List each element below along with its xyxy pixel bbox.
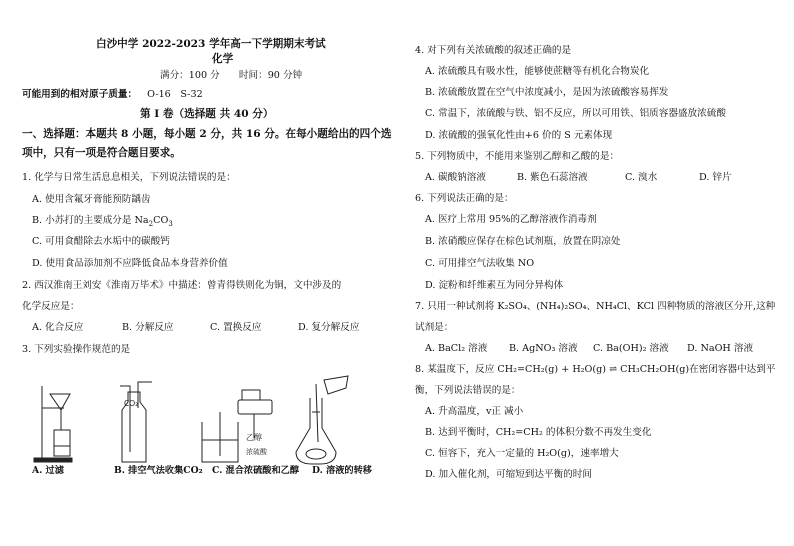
atomic-masses	[22, 89, 203, 101]
q3-caption-b: B. 排空气法收集CO₂	[114, 465, 203, 476]
co2-label: CO₂	[124, 399, 139, 408]
q7-option-c: C. Ba(OH)₂ 溶液	[593, 343, 669, 354]
q4-stem: 4. 对下列有关浓硫酸的叙述正确的是	[415, 45, 572, 56]
q2-stem-line2: 化学反应是：	[22, 301, 80, 312]
exam-title: 白沙中学 2022-2023 学年高一下学期期末考试	[96, 38, 326, 50]
atomic-masses-values: O-16 S-32	[147, 89, 203, 100]
q1-b-mid: CO	[153, 215, 169, 226]
q6-option-c: C. 可用排空气法收集 NO	[425, 258, 535, 269]
q7-option-a: A. BaCl₂ 溶液	[425, 343, 488, 354]
q8-option-a: A. 升高温度，v正 减小	[425, 406, 524, 417]
q6-option-b: B. 浓硝酸应保存在棕色试剂瓶，放置在阴凉处	[425, 236, 621, 247]
q6-option-d: D. 淀粉和纤维素互为同分异构体	[425, 280, 564, 291]
q2-option-c: C. 置换反应	[210, 322, 262, 333]
q8-option-c: C. 恒容下，充入一定量的 H₂O(g)，速率增大	[425, 448, 619, 459]
q2-option-b: B. 分解反应	[122, 322, 174, 333]
q1-b-sub1: 2	[148, 219, 154, 228]
q6-option-a: A. 医疗上常用 95%的乙醇溶液作消毒剂	[425, 214, 597, 225]
q6-stem: 6. 下列说法正确的是：	[415, 193, 514, 204]
q8-stem-line1: 8. 某温度下，反应 CH₂=CH₂(g) + H₂O(g) ⇌ CH₃CH₂OH(g)在密闭容器中达到平	[415, 364, 776, 375]
q5-stem: 5. 下列物质中，不能用来鉴别乙醇和乙酸的是：	[415, 151, 620, 162]
volumetric-flask-icon	[296, 376, 348, 464]
q2-option-d: D. 复分解反应	[298, 322, 360, 333]
instructions-line2: 项中，只有一项是符合题目要求。	[22, 147, 181, 159]
q7-stem-line2: 试剂是：	[415, 322, 454, 333]
score-time: 满分：100 分 时间：90 分钟	[160, 70, 303, 81]
q2-option-a: A. 化合反应	[32, 322, 84, 333]
q8-option-b: B. 达到平衡时，CH₂=CH₂ 的体积分数不再发生变化	[425, 427, 652, 438]
q3-caption-a: A. 过滤	[32, 465, 64, 476]
filtration-apparatus-icon	[34, 386, 72, 462]
q2-stem-line1: 2. 西汉淮南王刘安《淮南万毕术》中描述：曾青得铁则化为铜，文中涉及的	[22, 280, 342, 291]
q3-caption-c: C. 混合浓硫酸和乙醇	[212, 465, 300, 476]
q4-option-a: A. 浓硫酸具有吸水性，能够使蔗糖等有机化合物炭化	[425, 66, 650, 77]
part1-title: 第 I 卷（选择题 共 40 分）	[140, 108, 274, 120]
q5-option-b: B. 紫色石蕊溶液	[517, 172, 588, 183]
gas-bottle-icon	[120, 382, 152, 462]
q5-option-d: D. 锌片	[699, 172, 732, 183]
q4-option-c: C. 常温下，浓硫酸与铁、铝不反应，所以可用铁、铝质容器盛放浓硫酸	[425, 108, 726, 119]
q1-option-d: D. 使用食品添加剂不应降低食品本身营养价值	[32, 258, 228, 269]
q5-option-a: A. 碳酸钠溶液	[425, 172, 486, 183]
atomic-masses-label: 可能用到的相对原子质量：	[22, 89, 138, 100]
ethanol-label: 乙醇	[246, 433, 262, 442]
q7-option-b: B. AgNO₃ 溶液	[509, 343, 578, 354]
q7-stem-line1: 7. 只用一种试剂将 K₂SO₄、(NH₄)₂SO₄、NH₄Cl、KCl 四种物质的溶液区分开,这种	[415, 301, 776, 312]
q8-option-d: D. 加入催化剂，可缩短到达平衡的时间	[425, 469, 592, 480]
q3-stem: 3. 下列实验操作规范的是	[22, 344, 131, 355]
q1-b-sub2: 3	[168, 219, 173, 228]
q1-option-c: C. 可用食醋除去水垢中的碳酸钙	[32, 236, 170, 247]
q8-stem-line2: 衡，下列说法错误的是：	[415, 385, 521, 396]
q1-b-text: B. 小苏打的主要成分是 Na	[32, 215, 149, 226]
q4-option-b: B. 浓硫酸放置在空气中浓度减小，是因为浓硫酸容易挥发	[425, 87, 669, 98]
q7-option-d: D. NaOH 溶液	[687, 343, 754, 354]
q4-option-d: D. 浓硫酸的强氧化性由+6 价的 S 元素体现	[425, 130, 613, 141]
q1-option-a: A. 使用含氟牙膏能预防龋齿	[32, 194, 151, 205]
q1-option-b	[32, 215, 173, 227]
instructions-line1: 一、选择题：本题共 8 小题，每小题 2 分，共 16 分。在每小题给出的四个选	[22, 128, 392, 140]
q3-figures	[28, 372, 398, 482]
q5-option-c: C. 溴水	[625, 172, 658, 183]
q1-stem: 1. 化学与日常生活息息相关，下列说法错误的是：	[22, 172, 236, 183]
q3-caption-d: D. 溶液的转移	[312, 465, 372, 476]
sulfuric-label: 浓硫酸	[246, 448, 267, 456]
exam-subject: 化学	[212, 53, 234, 65]
